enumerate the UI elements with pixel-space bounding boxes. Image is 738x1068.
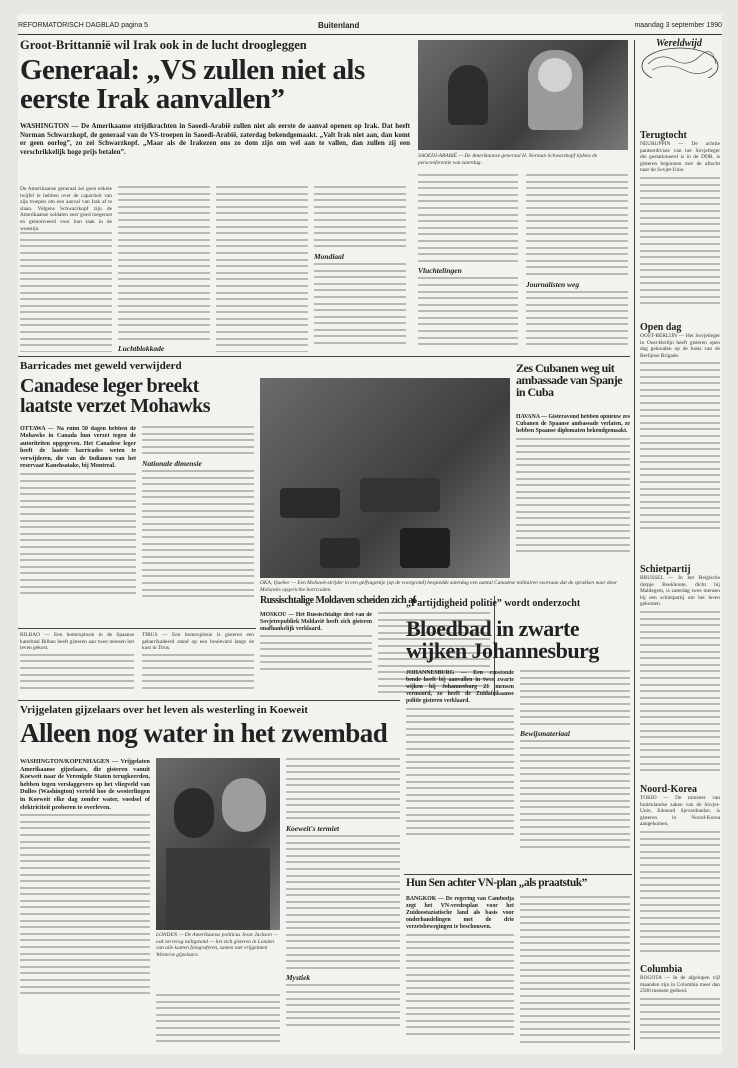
sidebar-rule [634, 40, 635, 1050]
divider-iraq [18, 356, 630, 357]
iraq-col4 [314, 186, 406, 352]
koeweit-col2-bottom [156, 994, 280, 1050]
divider-cambodja [404, 874, 632, 875]
noordkorea-title: Noord-Korea [640, 784, 698, 795]
koeweit-subhead-termiet: Koeweit's termiet [286, 823, 340, 833]
masthead-section: Buitenland [318, 21, 360, 30]
schietpartij-title: Schietpartij [640, 564, 691, 575]
masthead-paper: REFORMATORISCH DAGBLAD pagina 5 [18, 22, 149, 29]
koeweit-lead: WASHINGTON/KOPENHAGEN — Vrijgelaten Amerikaanse gijzelaars, die gisteren vanuit Koeweit naar de Verenigde Staten terugkeerden, hebben tegen verslaggevers op het vliegveld van Dulles (Washington) verteld hoe de westerlingen in Koeweit elke dag zonder water, voedsel of elektriciteit proberen te overleven. [20, 758, 150, 811]
sidebar-globe [640, 38, 720, 78]
iraq-kicker: Groot-Brittannië wil Irak ook in de lucht droogleggen [20, 38, 307, 52]
canada-kicker: Barricades met geweld verwijderd [20, 360, 182, 372]
joburg-col1 [406, 670, 514, 870]
russia-lead: MOSKOU — Het Russischtalige deel van de Sovjetrepubliek Moldavië heeft zich gisteren onafhankelijk verklaard. [260, 612, 372, 632]
cambodja-lead: BANGKOK — De regering van Cambodja zegt het VN-vredesplan voor het Zuidoostaziatische land als basis voor onderhandelingen met de drie verzetsbewegingen te beschouwen. [406, 896, 514, 930]
noordkorea-lead: TOKIO — De minister van buitenlandse zaken van de Sovjet-Unie, Edoeard Sjevardnadze, is gisteren in Noord-Korea aangekomen. [640, 795, 720, 828]
schwarzkopf-photo [418, 40, 628, 150]
schietpartij-lead: BRUSSEL — In het Belgische dorpje Boekhoute, dicht bij Maldegem, is zaterdag twee mensen bij een schietpartij om het leven gekomen. [640, 575, 720, 608]
iraq-col1-text [20, 232, 112, 352]
terugtocht-title: Terugtocht [640, 130, 687, 141]
iraq-subhead-vluchtelingen: Vluchtelingen [418, 266, 462, 276]
sidebar-noordkorea [640, 784, 720, 956]
cuba-lead: HAVANA — Gisteravond hebben opnieuw zes Cubanen de Spaanse ambassade verlaten, ze hebben Spaanse diplomaten bekendgemaakt. [516, 414, 630, 434]
schwarzkopf-caption: SAOEDI-ARABIË — De Amerikaanse generaal H. Norman Schwarzkopf tijdens de persconferentie van zaterdag. [418, 153, 598, 166]
brief-bilbao [20, 632, 134, 696]
iraq-col2 [118, 186, 210, 352]
opendag-title: Open dag [640, 322, 682, 333]
koeweit-headline: Alleen nog water in het zwembad [20, 718, 388, 748]
masthead-date: maandag 3 september 1990 [634, 22, 722, 29]
brief-tirus [142, 632, 254, 696]
iraq-subhead-luchtblokkade: Luchtblokkade [118, 344, 165, 352]
joburg-kicker: „Partijdigheid politie” wordt onderzocht [406, 598, 581, 609]
canada-col1 [20, 426, 136, 626]
sidebar-terugtocht [640, 130, 720, 309]
iraq-col6 [526, 174, 628, 352]
columbia-title: Columbia [640, 964, 683, 975]
terugtocht-lead: NEURUPPIN — De achttie pantserdivisie van het Sovjetleger die gestationeerd is in de DDR, is gisteren begonnen met de aftocht naar de Sovjet-Unie. [640, 141, 720, 174]
brief-bilbao-text: BILBAO — Een bomexplosie in de Spaanse katedraal Bilbao heeft gisteren aan twee mensen het leven gekost. [20, 632, 134, 652]
cambodja-headline: Hun Sen achter VN-plan „als praatstuk” [406, 877, 587, 889]
koeweit-subhead-mystiek: Mystiek [286, 973, 311, 983]
sidebar-opendag [640, 322, 720, 534]
jackson-photo [156, 758, 280, 930]
mohawk-caption: OKA, Quebec — Een Mohawk-strijder in een gelfvagentje (op de voorgrond) bespiedde zaterdag een aantal Canadese militairen voortaan dat de sprakken naar door Mohawks opgerichte barricaden. [260, 580, 618, 593]
divider-briefs [18, 628, 256, 629]
iraq-col5 [418, 174, 518, 352]
mohawk-photo [260, 378, 510, 578]
iraq-subhead-mondiaal: Mondiaal [314, 251, 345, 261]
masthead [18, 20, 722, 35]
koeweit-col1 [20, 758, 150, 1050]
joburg-subhead-bewijs: Bewijsmateriaal [520, 729, 571, 739]
canada-headline: Canadese leger breekt laatste verzet Mohawks [20, 375, 211, 417]
brief-tirus-text: TIRUS — Een bomexplosie is gisteren een gebarrikadeerd stand op een boulevard langs de kust in Tirus. [142, 632, 254, 652]
cambodja-col1 [406, 896, 514, 1048]
divider-koeweit [18, 700, 400, 701]
jackson-caption: LONDEN — De Amerikaanse politicus Jesse Jackson — ook tot terug tuiltgstand — liet zich gisteren in Londen van alle kanten fotograferen, samen met vrijgelaten Westerse gijzelaars. [156, 932, 278, 958]
joburg-headline: Bloedbad in zwarte wijken Johannesburg [406, 616, 599, 663]
koeweit-col3 [286, 758, 400, 1050]
canada-col2 [142, 426, 254, 626]
joburg-lead: JOHANNESBURG — Een ernstonde bende heeft bij aanvallen in twee zwarte wijken bij Johannesburg 21 mensen vermoord, zo heeft de Zuidafrikaanse politie gisteren verklaard. [406, 670, 514, 704]
koeweit-kicker: Vrijgelaten gijzelaars over het leven als westerling in Koeweit [20, 704, 308, 716]
sidebar-schietpartij [640, 564, 720, 776]
columbia-lead: BOGOTA — In de afgelopen vijf maanden zijn in Colombia meer dan 2500 mensen gedood. [640, 975, 720, 995]
sidebar-heading: Wereldwijd [656, 38, 702, 49]
russia-headline: Russischtalige Moldaven scheiden zich af [260, 595, 416, 606]
russia-col1 [260, 612, 372, 696]
cuba-headline: Zes Cubanen weg uit ambassade van Spanje in Cuba [516, 361, 623, 399]
iraq-subhead-journalisten: Journalisten weg [526, 279, 580, 289]
cambodja-col2 [520, 896, 630, 1048]
iraq-body1: De Amerikaanse generaal zei geen enkele twijfel te hebben over de capaciteit van zijn troepen om een aanval van Irak af te slaan. Volgens Schwarzkopf zijn de Amerikaanse soldaten zeer goed toegerust en gemotiveerd voor hun taak in de woestijn. [20, 186, 112, 232]
iraq-col3 [216, 186, 308, 352]
iraq-headline: Generaal: „VS zullen niet als eerste Irak aanvallen” [20, 54, 365, 115]
iraq-lead: WASHINGTON — De Amerikaanse strijdkrachten in Saoedi-Arabië zullen niet als eerste de aanval openen op Irak. Dat heeft Norman Schwarzkopf, de generaal van de VS-troepen in Saoedi-Arabië, zaterdag bekendgemaakt. „Valt Irak niet aan, dan komt er geen oorlog”, zo zei Schwarzkopf. „Maar als de Irakezen ons zo dom zijn om wel aan te vallen, dan zullen zij een verschrikkelijk hoge prijs betalen”. [20, 122, 410, 156]
cuba-text [516, 414, 630, 574]
sidebar-columbia [640, 964, 720, 1050]
joburg-col2 [520, 670, 630, 870]
iraq-col1 [20, 186, 112, 352]
canada-lead: OTTAWA — Na ruim 50 dagen hebben de Mohawks in Canada hun verzet tegen de autoriteiten opgegeven. Het Canadese leger heeft de laatste barricades weten te verwijderen, die van de Indianen van het reservaat Kanehsatake, bij Montreal. [20, 426, 136, 470]
newspaper-page [18, 14, 722, 1054]
canada-subhead-nationale: Nationale dimensie [142, 458, 202, 468]
opendag-lead: OOST-BERLIJN — Het Sovjetleger in Oost-Berlijn heeft gisteren open dag gehouden op de basis van de Berlijnse Brigade. [640, 333, 720, 359]
